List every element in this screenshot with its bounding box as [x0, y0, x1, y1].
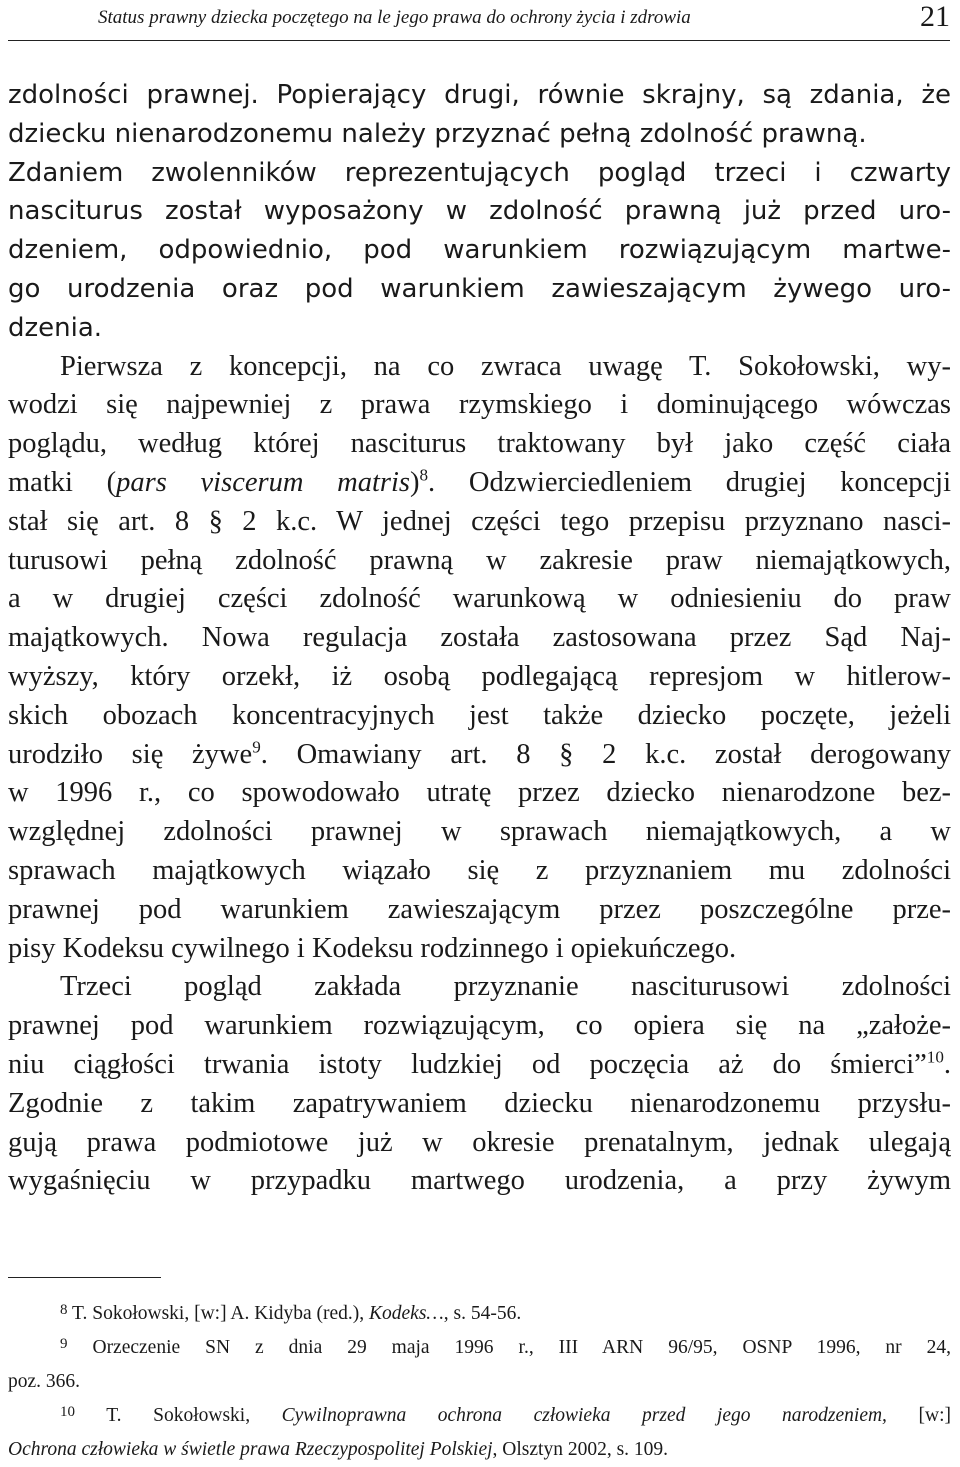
body-line: Zgodnie z takim zapatrywaniem dziecku nienarodzonemu przysłu-: [8, 1087, 951, 1119]
text-segment: niu ciągłości trwania istoty ludzkiej od poczęcia aż do śmierci”: [8, 1048, 927, 1080]
footnote-ref[interactable]: 8: [419, 465, 429, 485]
page-number: 21: [920, 0, 950, 33]
footnote-8: [8, 1297, 951, 1331]
footnote-text: , s. 54-56.: [443, 1303, 522, 1324]
footnote-9-continued: poz. 366.: [8, 1371, 81, 1392]
footnote-italic: Cywilnoprawna ochrona człowieka przed jego narodzeniem,: [281, 1405, 887, 1426]
footnote-number: 10: [60, 1404, 75, 1420]
body-line: pisy Kodeksu cywilnego i Kodeksu rodzinnego i opiekuńczego.: [8, 932, 737, 964]
footnote-text: T. Sokołowski,: [106, 1405, 282, 1426]
body-line: Trzeci pogląd zakłada przyznanie nasciturusowi zdolności: [60, 971, 951, 1003]
body-line: wygaśnięciu w przypadku martwego urodzenia, a przy żywym: [8, 1165, 951, 1197]
footnote-text: T. Sokołowski, [w:] A. Kidyba (red.),: [72, 1303, 370, 1324]
body-line: względnej zdolności prawnej w sprawach niemajątkowych, a w: [8, 816, 951, 848]
body-line: dzeniem, odpowiednio, pod warunkiem rozwiązującym martwe-: [8, 235, 951, 266]
footnote-separator: [8, 1277, 161, 1278]
running-header: [8, 0, 950, 41]
text-segment: matki (: [8, 466, 117, 498]
body-line: prawnej pod warunkiem rozwiązującym, co opiera się na „założe-: [8, 1010, 951, 1042]
body-line: wyższy, który orzekł, iż osobą podlegającą represjom w hitlerow-: [8, 660, 951, 692]
text-segment: . Odzwierciedleniem drugiej koncepcji: [428, 466, 951, 498]
text-segment: .: [943, 1048, 951, 1080]
footnote-number: 8: [60, 1302, 68, 1318]
footnote-text: Orzeczenie SN z dnia 29 maja 1996 r., III ARN 96/95, OSNP 1996, nr 24,: [92, 1337, 952, 1358]
footnote-10-continued: [8, 1433, 951, 1467]
body-line: sprawach majątkowych wiązało się z przyznaniem mu zdolności: [8, 854, 951, 886]
footnote-italic: Kodeks…: [369, 1303, 444, 1324]
text-segment: . Omawiany art. 8 § 2 k.c. został derogowany: [260, 738, 951, 770]
text-segment: urodziło się żywe: [8, 738, 253, 770]
body-line: poglądu, według której nasciturus traktowany był jako część ciała: [8, 428, 951, 460]
footnote-ref[interactable]: 9: [252, 737, 261, 757]
footnotes: [8, 1297, 951, 1467]
body-text: [8, 76, 951, 1201]
text-segment: ): [410, 466, 420, 498]
footnote-ref[interactable]: 10: [926, 1047, 944, 1067]
footnote-italic: Ochrona człowieka w świetle prawa Rzeczypospolitej Polskiej: [8, 1439, 493, 1460]
body-line-with-footnote-10: [8, 1046, 951, 1085]
running-title: Status prawny dziecka poczętego na le jego prawa do ochrony życia i zdrowia: [98, 7, 691, 28]
footnote-10: [8, 1399, 951, 1433]
body-line: gują prawa podmiotowe już w okresie prenatalnym, jednak ulegają: [8, 1126, 951, 1158]
body-line: zdolności prawnej. Popierający drugi, równie skrajny, są zdania, że: [8, 80, 951, 110]
body-line: dziecku nienarodzonemu należy przyznać pełną zdolność prawną.: [8, 118, 867, 149]
body-line: nasciturus został wyposażony w zdolność prawną już przed uro-: [8, 196, 951, 227]
body-line: go urodzenia oraz pod warunkiem zawieszającym żywego uro-: [8, 273, 951, 304]
body-line: Pierwsza z koncepcji, na co zwraca uwagę T. Sokołowski, wy-: [60, 350, 951, 382]
body-line: wodzi się najpewniej z prawa rzymskiego i dominującego wówczas: [8, 389, 951, 421]
footnote-9: [8, 1331, 951, 1365]
body-line: stał się art. 8 § 2 k.c. W jednej części tego przepisu przyznano nasci-: [8, 505, 951, 537]
body-line: dzenia.: [8, 312, 103, 343]
body-line: w 1996 r., co spowodowało utratę przez dziecko nienarodzone bez-: [8, 777, 951, 809]
footnote-text: [w:]: [886, 1405, 951, 1426]
body-line-with-footnote-8: [8, 464, 951, 503]
footnote-text: , Olsztyn 2002, s. 109.: [492, 1439, 669, 1460]
body-line: turusowi pełną zdolność prawną w zakresie praw niemajątkowych,: [8, 544, 951, 576]
footnote-number: 9: [60, 1336, 68, 1352]
body-line: Zdaniem zwolenników reprezentujących pogląd trzeci i czwarty: [8, 157, 951, 188]
body-line: skich obozach koncentracyjnych jest także dziecko poczęte, jeżeli: [8, 699, 951, 731]
body-line: a w drugiej części zdolność warunkową w odniesieniu do praw: [8, 583, 951, 615]
body-line: prawnej pod warunkiem zawieszającym przez poszczególne prze-: [8, 893, 951, 925]
body-line-with-footnote-9: [8, 736, 951, 775]
latin-phrase: pars viscerum matris: [116, 466, 410, 498]
body-line: majątkowych. Nowa regulacja została zastosowana przez Sąd Naj-: [8, 622, 951, 654]
